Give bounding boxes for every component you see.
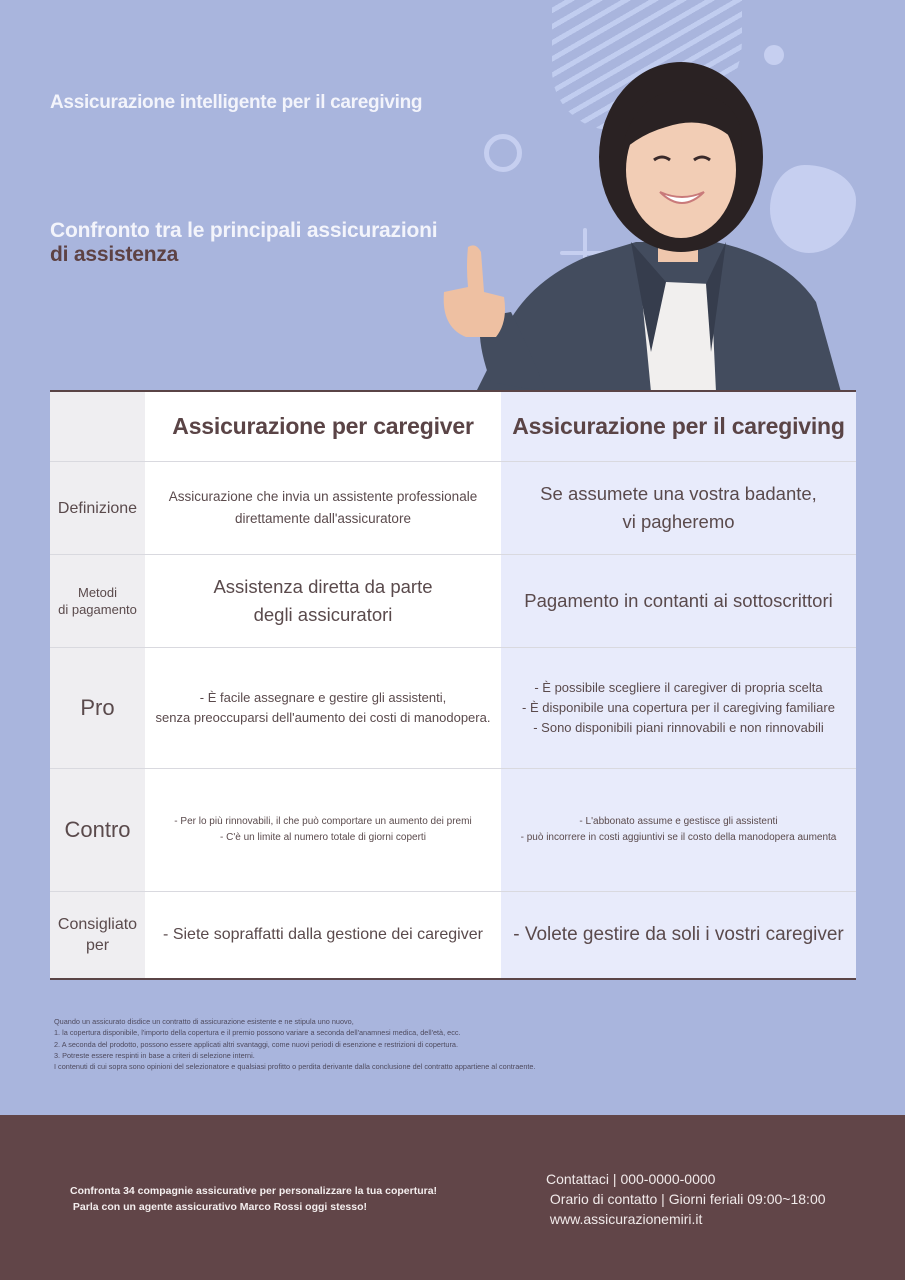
footer <box>0 1115 905 1280</box>
table-cell: Assistenza diretta da parte degli assicuratori <box>145 555 501 648</box>
column-header: Assicurazione per caregiver <box>145 392 501 462</box>
table-cell: - È facile assegnare e gestire gli assistenti, senza preoccuparsi dell'aumento dei costi di manodopera. <box>145 648 501 769</box>
hero <box>0 0 905 392</box>
table-cell: - Per lo più rinnovabili, il che può comportare un aumento dei premi - C'è un limite al numero totale di giorni coperti <box>145 769 501 892</box>
note-line: I contenuti di cui sopra sono opinioni del selezionatore e qualsiasi profitto o perdita derivante dalla conclusione del contratto appartiene al contraente. <box>54 1062 536 1072</box>
page-title <box>50 219 437 267</box>
column-header: Assicurazione per il caregiving <box>501 392 856 462</box>
table-cell: Se assumete una vostra badante, vi pagheremo <box>501 462 856 555</box>
row-label-metodi-di-pagamento: Metodi di pagamento <box>50 555 145 648</box>
row-label-pro: Pro <box>50 648 145 769</box>
row-label-consigliato-per: Consigliato per <box>50 892 145 978</box>
note-line: 2. A seconda del prodotto, possono essere applicati altri svantaggi, come nuovi periodi di esenzione e restrizioni di copertura. <box>54 1039 459 1049</box>
disclaimer-notes <box>54 1016 536 1072</box>
table-corner <box>50 392 145 462</box>
table-cell: Pagamento in contanti ai sottoscrittori <box>501 555 856 648</box>
kicker-title: Assicurazione intelligente per il caregiving <box>50 92 423 113</box>
table-cell: - Volete gestire da soli i vostri caregiver <box>501 892 856 978</box>
note-line: 3. Potreste essere respinti in base a criteri di selezione interni. <box>54 1050 255 1060</box>
title-line-1: Confronto tra le principali assicurazioni <box>50 219 438 242</box>
comparison-table <box>50 390 856 980</box>
website-link[interactable]: www.assicurazionemiri.it <box>546 1211 703 1227</box>
table-cell: - È possibile scegliere il caregiver di propria scelta - È disponibile una copertura per il caregiving familiare - Sono disponibili piani rinnovabili e non rinnovabili <box>501 648 856 769</box>
contact-hours: Orario di contatto | Giorni feriali 09:00~18:00 <box>546 1191 826 1207</box>
table-cell: - Siete sopraffatti dalla gestione dei caregiver <box>145 892 501 978</box>
table-cell: - L'abbonato assume e gestisce gli assistenti - può incorrere in costi aggiuntivi se il costo della manodopera aumenta <box>501 769 856 892</box>
agent-photo <box>436 52 856 392</box>
title-line-2: di assistenza <box>50 243 179 266</box>
note-line: 1. la copertura disponibile, l'importo della copertura e il premio possono variare a seconda dell'anamnesi medica, dell'età, ecc. <box>54 1028 461 1038</box>
contact-info <box>546 1169 826 1229</box>
contact-phone: Contattaci | 000-0000-0000 <box>546 1171 716 1187</box>
row-label-definizione: Definizione <box>50 462 145 555</box>
note-line: Quando un assicurato disdice un contratto di assicurazione esistente e ne stipula uno nuovo, <box>54 1017 354 1026</box>
table-cell: Assicurazione che invia un assistente professionale direttamente dall'assicuratore <box>145 462 501 555</box>
row-label-contro: Contro <box>50 769 145 892</box>
promo-text: Confronta 34 compagnie assicurative per personalizzare la tua copertura! Parla con un agente assicurativo Marco Rossi oggi stesso! <box>70 1185 438 1213</box>
